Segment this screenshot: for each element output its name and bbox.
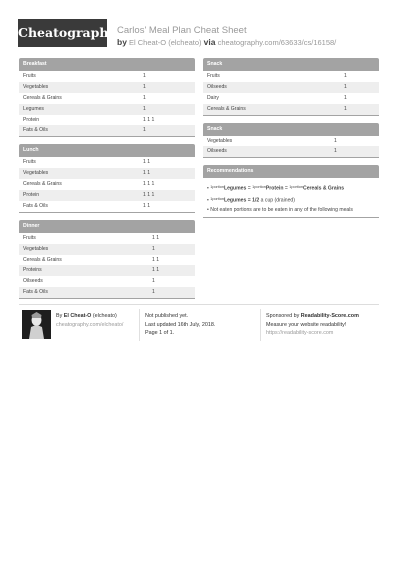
page-title: Carlos' Meal Plan Cheat Sheet: [117, 25, 247, 36]
row-label: Cereals & Grains: [23, 181, 62, 188]
header: [0, 0, 400, 52]
portion-sup: 1portion: [252, 185, 266, 190]
recommendation-line-2: [207, 194, 375, 206]
rec-term: Legumes: [223, 197, 247, 204]
row-label: Oilseeds: [207, 83, 227, 90]
row-portions: 1: [143, 105, 146, 112]
table-row: [203, 71, 379, 82]
bullet: •: [207, 207, 209, 214]
block-footer-rule: [19, 212, 195, 214]
row-portions: 1: [344, 94, 347, 101]
block-footer-rule: [203, 157, 379, 159]
bullet: •: [207, 197, 209, 204]
page-footer: [19, 304, 379, 344]
block-footer-rule: [203, 115, 379, 117]
footer-sponsor: [266, 312, 359, 338]
row-portions: 1: [143, 73, 146, 79]
footer-author-url[interactable]: cheatography.com/elcheato/: [56, 321, 124, 328]
rec-term: Protein: [265, 185, 284, 192]
footer-handle: (elcheato): [92, 313, 117, 319]
block-header: Snack: [203, 123, 379, 136]
table-row: [19, 265, 195, 276]
block-footer-rule: [19, 136, 195, 138]
row-label: Legumes: [23, 105, 44, 112]
row-label: Fruits: [23, 234, 36, 241]
footer-divider: [260, 309, 261, 341]
portion-sup: 1portion: [289, 185, 304, 190]
row-portions: 1: [143, 127, 146, 134]
author-avatar[interactable]: [22, 310, 51, 339]
row-portions: 1 1: [152, 256, 160, 263]
recommendation-line-3: [207, 205, 375, 215]
table-row: [19, 244, 195, 255]
block-lunch: [19, 144, 195, 213]
table-row: [19, 287, 195, 298]
row-label: Protein: [23, 192, 40, 199]
footer-divider: [139, 309, 140, 341]
bullet: •: [207, 185, 209, 192]
left-column: [19, 58, 195, 306]
row-label: Vegetables: [207, 137, 233, 144]
sponsor-url[interactable]: https://readability-score.com: [266, 330, 334, 336]
published-status: Not published yet.: [145, 313, 189, 319]
row-portions: 1: [152, 289, 155, 296]
equals: =: [247, 185, 251, 192]
portion-sup: 1portion: [210, 196, 224, 201]
row-portions: 1 1: [143, 159, 151, 166]
row-label: Vegetables: [23, 170, 49, 177]
row-portions: 1 1: [152, 234, 160, 241]
row-label: Cereals & Grains: [207, 105, 246, 112]
row-label: Proteins: [23, 267, 42, 274]
table-row: [203, 104, 379, 115]
right-column: [203, 58, 379, 225]
block-snack-1: [203, 58, 379, 117]
table-row: [19, 125, 195, 136]
row-label: Fruits: [207, 73, 220, 79]
recommendations-body: [203, 178, 379, 217]
block-dinner: [19, 220, 195, 300]
rec-note: a cup (drained): [260, 197, 295, 204]
block-header: Snack: [203, 58, 379, 71]
row-portions: 1 1 1: [143, 181, 155, 188]
row-portions: 1 1: [143, 202, 151, 209]
block-breakfast: [19, 58, 195, 138]
footer-status: [145, 312, 215, 338]
block-footer-rule: [203, 217, 379, 219]
table-row: [203, 146, 379, 157]
by-label: by: [117, 37, 127, 47]
block-header: Breakfast: [19, 58, 195, 71]
row-portions: 1 1 1: [143, 116, 155, 123]
table-row: [19, 179, 195, 190]
table-row: [203, 136, 379, 147]
row-label: Vegetables: [23, 245, 49, 252]
row-portions: 1: [152, 278, 155, 285]
sponsored-label: Sponsored by: [266, 313, 300, 319]
cheatography-logo[interactable]: Cheatography: [18, 19, 107, 47]
row-label: Fats & Oils: [23, 289, 48, 296]
row-portions: 1: [152, 245, 155, 252]
sponsor-link[interactable]: Readability-Score.com: [300, 313, 359, 319]
block-header: Dinner: [19, 220, 195, 233]
block-header: Lunch: [19, 144, 195, 157]
sponsor-tagline: Measure your website readability!: [266, 321, 347, 328]
table-row: [19, 255, 195, 266]
rec-term: Legumes: [223, 185, 247, 192]
row-portions: 1: [344, 83, 347, 90]
rec-note: Not eaten portions are to be eaten in any of the following meals: [210, 207, 353, 214]
row-label: Cereals & Grains: [23, 256, 62, 263]
block-snack-2: [203, 123, 379, 160]
last-updated: Last updated 16th July, 2018.: [145, 321, 216, 328]
row-portions: 1: [334, 137, 337, 144]
row-portions: 1: [143, 94, 146, 101]
row-label: Vegetables: [23, 83, 49, 90]
page-count: Page 1 of 1.: [145, 330, 175, 336]
table-row: [19, 82, 195, 93]
table-row: [203, 82, 379, 93]
row-portions: 1 1 1: [143, 192, 155, 199]
table-row: [19, 276, 195, 287]
row-label: Fruits: [23, 73, 36, 79]
block-footer-rule: [19, 298, 195, 300]
table-row: [19, 71, 195, 82]
row-label: Dairy: [207, 94, 219, 101]
avatar-figure-icon: [22, 310, 51, 339]
rec-amount: 1/2: [252, 197, 260, 204]
row-label: Fats & Oils: [23, 127, 48, 134]
recommendation-line-1: [207, 182, 375, 194]
footer-author: [56, 312, 123, 329]
table-row: [19, 93, 195, 104]
via-label: via: [203, 37, 216, 47]
block-recommendations: [203, 165, 379, 219]
row-portions: 1: [143, 83, 146, 90]
recommendations-header: Recommendations: [203, 165, 379, 178]
row-label: Cereals & Grains: [23, 94, 62, 101]
byline: [117, 37, 336, 47]
table-row: [19, 190, 195, 201]
table-row: [19, 157, 195, 168]
row-portions: 1 1: [152, 267, 160, 274]
row-portions: 1: [344, 73, 347, 79]
author-link[interactable]: El Cheat-O (elcheato): [129, 38, 202, 47]
table-row: [19, 115, 195, 126]
row-portions: 1: [334, 148, 337, 155]
table-row: [19, 104, 195, 115]
table-row: [19, 233, 195, 244]
footer-author-link[interactable]: El Cheat-O: [63, 313, 92, 319]
row-label: Protein: [23, 116, 40, 123]
row-portions: 1 1: [143, 170, 151, 177]
rec-term: Cereals & Grains: [303, 185, 345, 192]
sheet-url-link[interactable]: cheatography.com/63633/cs/16158/: [217, 38, 337, 47]
row-label: Oilseeds: [207, 148, 227, 155]
table-row: [19, 201, 195, 212]
table-row: [19, 168, 195, 179]
equals: =: [247, 197, 251, 204]
portion-sup: 1portion: [210, 185, 224, 190]
row-label: Oilseeds: [23, 278, 43, 285]
table-row: [203, 93, 379, 104]
row-label: Fats & Oils: [23, 202, 48, 209]
row-portions: 1: [344, 105, 347, 112]
by-label: By: [56, 313, 63, 319]
row-label: Fruits: [23, 159, 36, 166]
equals: =: [284, 185, 288, 192]
